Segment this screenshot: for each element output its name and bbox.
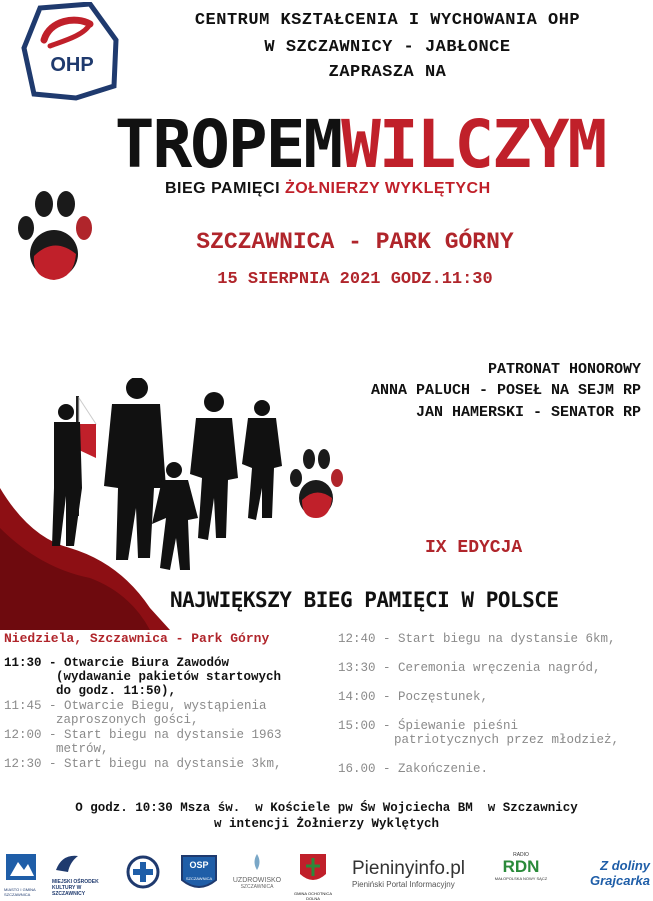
mass-line-2: w intencji Żołnierzy Wyklętych [213, 817, 440, 831]
subtitle-bieg: BIEG PAMIĘCI [165, 180, 285, 197]
osp-logo: OSP SZCZAWNICA [178, 852, 220, 898]
schedule-left-column [4, 632, 334, 772]
organizer-line-1: CENTRUM KSZTAŁCENIA I WYCHOWANIA OHP [194, 11, 581, 30]
patronage-heading: PATRONAT HONOROWY [487, 361, 641, 378]
schedule-item: 12:00 - Start biegu na dystansie 1963 metrów, [4, 728, 282, 756]
organizer-line-2: W SZCZAWNICY - JABŁONCE [264, 38, 511, 57]
schedule-item: 11:30 - Otwarcie Biura Zawodów (wydawanie pakietów startowych do godz. 11:50), [4, 656, 282, 698]
pieninyinfo-logo: Pieninyinfo.pl Pieniński Portal Informacyjny [352, 858, 466, 889]
title-tropem: TROPEM [114, 106, 342, 183]
schedule-item: 15:00 - Śpiewanie pieśni patriotycznych przez młodzież, [338, 719, 620, 747]
schedule-item: 14:00 - Poczęstunek, [338, 690, 489, 704]
schedule-item: 12:40 - Start biegu na dystansie 6km, [338, 632, 616, 646]
schedule-item: 16.00 - Zakończenie. [338, 762, 489, 776]
ohp-logo [20, 2, 122, 102]
mass-info [10, 800, 643, 832]
subtitle-zolnierzy: ŻOŁNIERZY WYKLĘTYCH [285, 180, 491, 197]
organizer-line-3: ZAPRASZA NA [328, 63, 447, 82]
paw-print-icon [14, 186, 94, 284]
event-location: SZCZAWNICA - PARK GÓRNY [196, 229, 514, 255]
schedule-right-column [338, 632, 650, 791]
ohp-logo-text: OHP [50, 54, 94, 76]
radio-rdn-logo: RADIO RDN MAŁOPOLSKA NOWY SĄCZ [494, 852, 548, 881]
pck-logo [126, 852, 160, 898]
event-subtitle [165, 180, 635, 198]
paw-print-small-icon [288, 446, 344, 522]
uzdrowisko-logo: UZDROWISKO SZCZAWNICA [232, 852, 282, 898]
schedule-day-label: Niedziela, Szczawnica - Park Górny [4, 631, 270, 646]
slogan: NAJWIĘKSZY BIEG PAMIĘCI W POLSCE [170, 588, 559, 612]
event-title [80, 108, 640, 182]
gmina-ochotnica-logo: GMINA OCHOTNICA DOLNA [290, 852, 336, 898]
edition-label: IX EDYCJA [425, 538, 523, 558]
event-date: 15 SIERPNIA 2021 GODZ.11:30 [217, 270, 493, 289]
patron-2: JAN HAMERSKI - SENATOR RP [415, 404, 641, 421]
miasto-szczawnica-logo: MIASTO I GMINA SZCZAWNICA [4, 852, 44, 898]
z-doliny-grajcarka-logo: Z doliny Grajcarka [590, 858, 650, 888]
patron-1: ANNA PALUCH - POSEŁ NA SEJM RP [370, 382, 641, 399]
schedule-item: 11:45 - Otwarcie Biegu, wystąpienia zaproszonych gości, [4, 699, 267, 727]
mok-szczawnica-logo: MIEJSKI OŚRODEK KULTURY W SZCZAWNICY [52, 852, 118, 898]
schedule-item: 12:30 - Start biegu na dystansie 3km, [4, 757, 282, 771]
mass-line-1: O godz. 10:30 Msza św. w Kościele pw Św Wojciecha BM w Szczawnicy [75, 801, 578, 815]
schedule-item: 13:30 - Ceremonia wręczenia nagród, [338, 661, 601, 675]
title-wilczym: WILCZYM [341, 106, 606, 183]
